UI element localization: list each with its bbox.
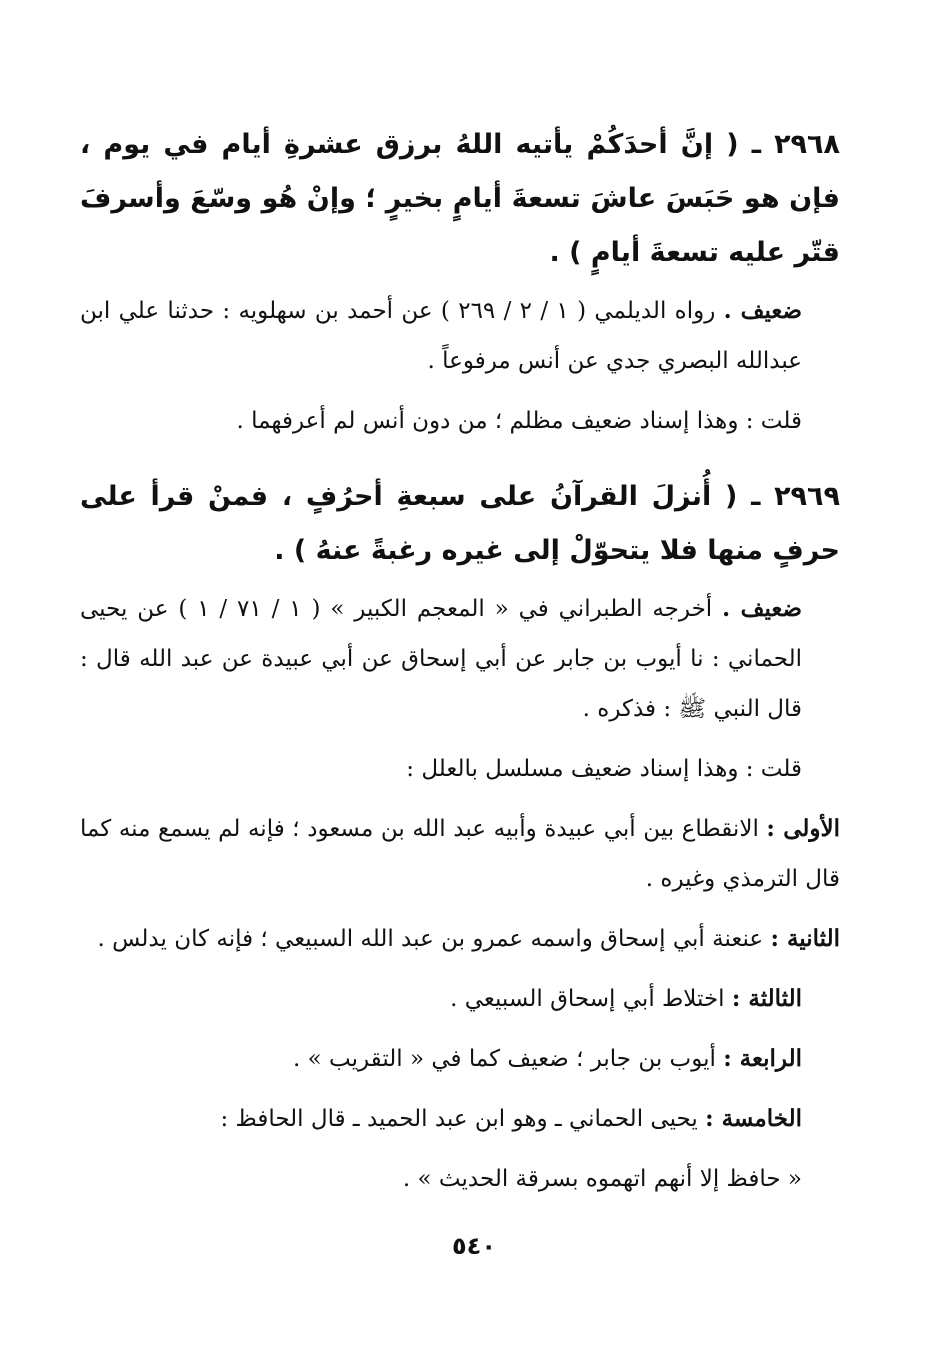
grading-2969-lead: ضعيف . (722, 595, 803, 622)
hadith-2969: ٢٩٦٩ ـ ( أُنزلَ القرآنُ على سبعةِ أحرُفٍ ، فمنْ قرأ على حرفٍ منها فلا يتحوّلْ إلى غيره رغبةً عنهُ ) . (80, 481, 840, 566)
illness-fourth-lead: الرابعة : (723, 1045, 802, 1072)
illness-fifth-quote: « حافظ إلا أنهم اتهموه بسرقة الحديث » . (402, 1166, 802, 1192)
comment-2969: قلت : وهذا إسناد ضعيف مسلسل بالعلل : (406, 756, 802, 782)
illness-first (80, 804, 840, 904)
hadith-2968: ٢٩٦٨ ـ ( إنَّ أحدَكُمْ يأتيه اللهُ برزق عشرةِ أيام في يوم ، فإن هو حَبَسَ عاشَ تسعةَ أيامٍ بخيرٍ ؛ وإنْ هُو وسّعَ وأسرفَ قتّر عليه تسعةَ أيامٍ ) . (80, 129, 840, 268)
illness-second-text: عنعنة أبي إسحاق واسمه عمرو بن عبد الله السبيعي ؛ فإنه كان يدلس . (97, 926, 771, 952)
illness-third-lead: الثالثة : (731, 985, 802, 1012)
comment-2968: قلت : وهذا إسناد ضعيف مظلم ؛ من دون أنس لم أعرفهما . (236, 408, 802, 434)
illness-fourth-text: أيوب بن جابر ؛ ضعيف كما في « التقريب » . (293, 1046, 724, 1072)
illness-fifth (80, 1094, 840, 1144)
page-body (80, 118, 840, 1214)
grading-2969-text: أخرجه الطبراني في « المعجم الكبير » ( ١ / ٧١ / ١ ) عن يحيى الحماني : نا أيوب بن جابر عن أبي إسحاق عن أبي عبيدة عن عبد الله قال : قال النبي ﷺ : فذكره . (80, 596, 802, 722)
illness-first-text: الانقطاع بين أبي عبيدة وأبيه عبد الله بن مسعود ؛ فإنه لم يسمع منه كما قال الترمذي وغيره . (80, 816, 840, 892)
grading-2969 (80, 584, 840, 734)
grading-2968-text: رواه الديلمي ( ١ / ٢ / ٢٦٩ ) عن أحمد بن سهلويه : حدثنا علي ابن عبدالله البصري جدي عن أنس مرفوعاً . (80, 298, 802, 374)
illness-first-lead: الأولى : (766, 815, 840, 842)
illness-fifth-lead: الخامسة : (705, 1105, 802, 1132)
grading-2968 (80, 286, 840, 386)
page-number: ٥٤٠ (452, 1232, 496, 1260)
illness-fifth-text: يحيى الحماني ـ وهو ابن عبد الحميد ـ قال الحافظ : (220, 1106, 706, 1132)
grading-2968-lead: ضعيف . (723, 297, 803, 324)
section-gap (80, 456, 840, 470)
illness-second (80, 914, 840, 964)
illness-third (80, 974, 840, 1024)
illness-third-text: اختلاط أبي إسحاق السبيعي . (450, 986, 732, 1012)
illness-second-lead: الثانية : (770, 925, 840, 952)
illness-fourth (80, 1034, 840, 1084)
